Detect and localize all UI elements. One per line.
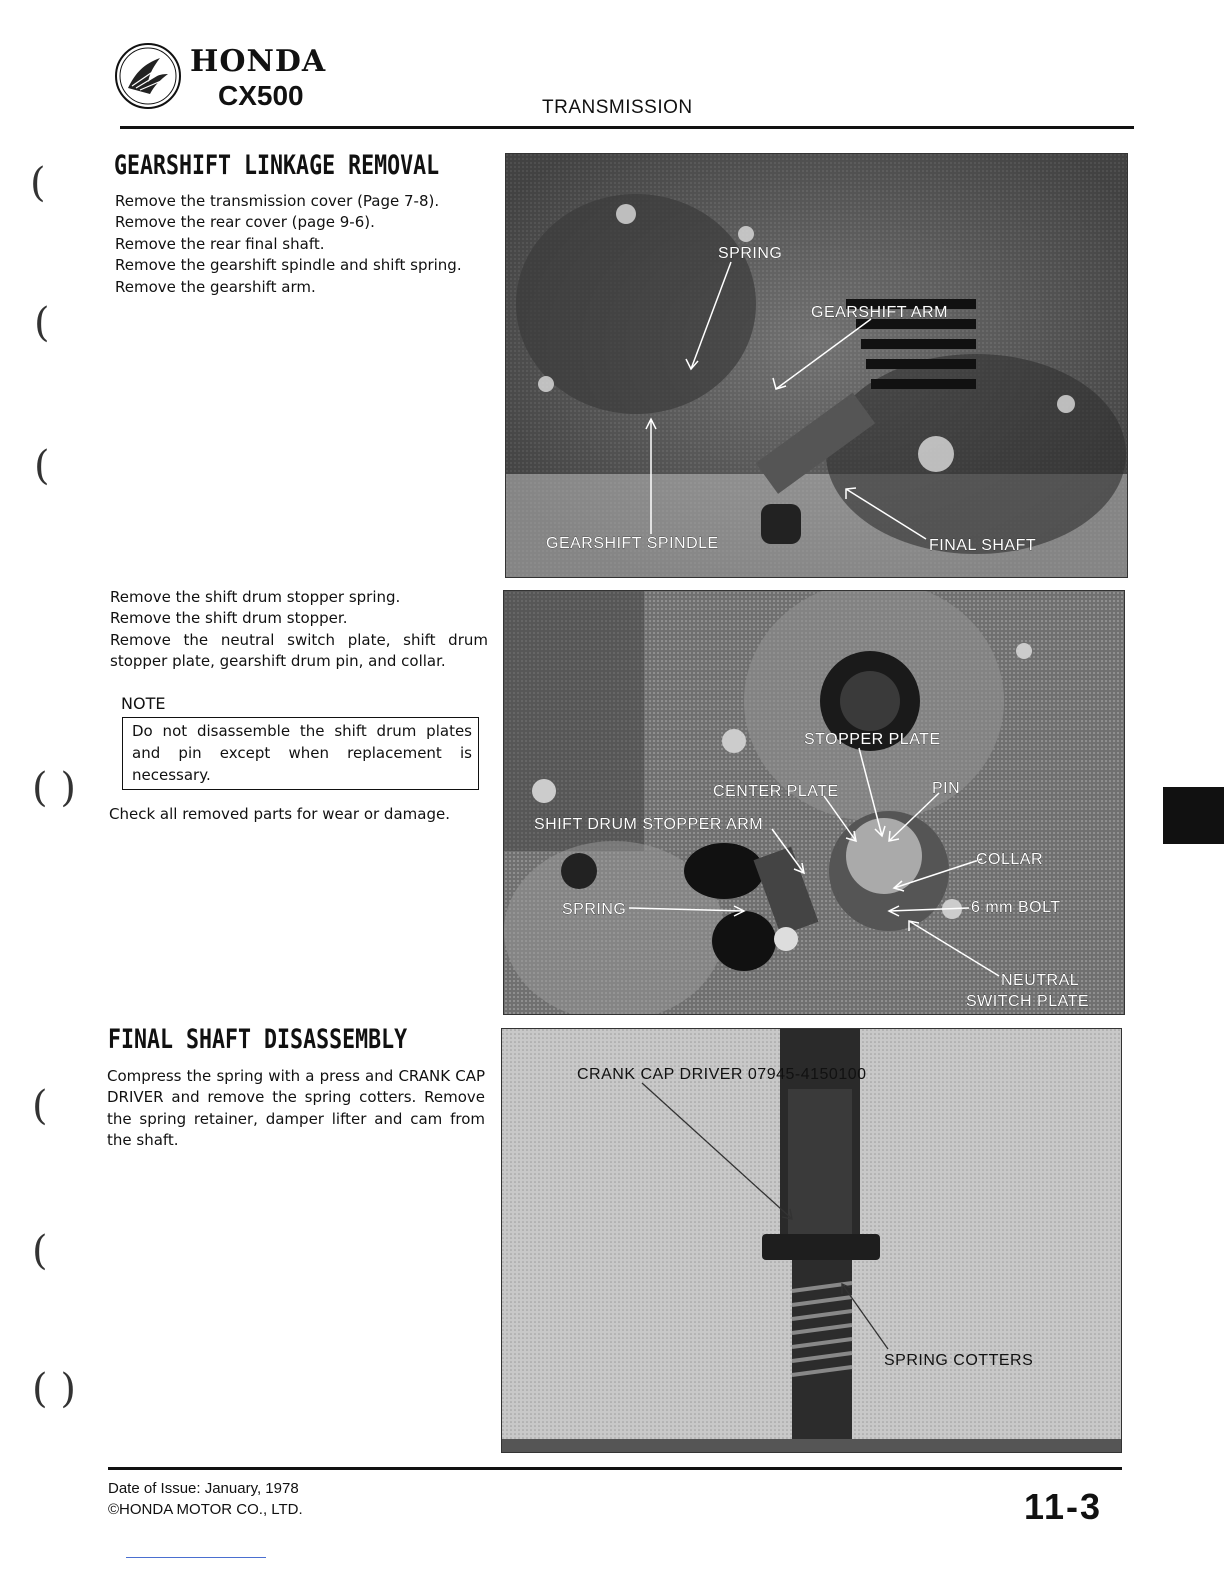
binder-hole-mark: ( — [34, 443, 50, 489]
binder-hole-mark: ( — [32, 1083, 48, 1129]
label-switch-plate: SWITCH PLATE — [966, 993, 1090, 1010]
label-6mm-bolt: 6 mm BOLT — [971, 899, 1061, 916]
page-number: 11-3 — [1024, 1486, 1103, 1527]
note-box: Do not disassemble the shift drum plates and pin except when replacement is necessary. — [122, 717, 479, 790]
footer-rule — [108, 1467, 1122, 1470]
final-shaft-heading: FINAL SHAFT DISASSEMBLY — [108, 1024, 408, 1055]
link-underline — [126, 1557, 266, 1558]
label-gearshift-spindle: GEARSHIFT SPINDLE — [546, 535, 719, 552]
drum-steps: Remove the shift drum stopper spring. Remove the shift drum stopper. — [110, 588, 401, 628]
brand-name: HONDA — [190, 44, 327, 79]
section-title: TRANSMISSION — [542, 97, 693, 118]
final-shaft-photo — [501, 1028, 1122, 1453]
label-collar: COLLAR — [976, 851, 1044, 868]
label-crank-cap-driver: CRANK CAP DRIVER 07945-4150100 — [577, 1066, 867, 1083]
gearshift-photo — [505, 153, 1128, 578]
binder-hole-mark: ( — [34, 300, 50, 346]
label-stopper-plate: STOPPER PLATE — [804, 731, 941, 748]
drum-step-neutral: Remove the neutral switch plate, shift drum stopper plate, gearshift drum pin, and collar. — [110, 631, 488, 671]
binder-hole-mark: ( ) — [32, 1366, 76, 1412]
binder-hole-mark: ( — [30, 160, 46, 206]
header-rule — [120, 126, 1134, 129]
binder-hole-mark: ( — [32, 1228, 48, 1274]
section-tab-marker — [1163, 787, 1224, 844]
note-label: NOTE — [121, 694, 166, 713]
label-spring-cotters: SPRING COTTERS — [884, 1352, 1034, 1369]
binder-hole-mark: ( ) — [32, 765, 76, 811]
label-pin: PIN — [932, 780, 961, 797]
model-name: CX500 — [218, 80, 304, 111]
shift-drum-photo — [503, 590, 1125, 1015]
label-final-shaft: FINAL SHAFT — [929, 537, 1037, 554]
label-spring: SPRING — [718, 245, 783, 262]
gearshift-steps: Remove the transmission cover (Page 7-8). Remove the rear cover (page 9-6). Remove the rear final shaft. Remove the gearshift spindle and shift spring. Remove the gearshift arm. — [115, 192, 462, 296]
label-neutral: NEUTRAL — [1001, 972, 1080, 989]
label-gearshift-arm: GEARSHIFT ARM — [811, 304, 948, 321]
gearshift-heading: GEARSHIFT LINKAGE REMOVAL — [114, 150, 440, 181]
issue-date: Date of Issue: January, 1978 ©HONDA MOTOR CO., LTD. — [108, 1480, 303, 1518]
label-center-plate: CENTER PLATE — [713, 783, 839, 800]
label-spring-2: SPRING — [562, 901, 627, 918]
final-shaft-steps: Compress the spring with a press and CRANK CAP DRIVER and remove the spring cotters. Remove the spring retainer, damper lifter and cam from the shaft. — [107, 1067, 485, 1150]
check-text: Check all removed parts for wear or damage. — [109, 805, 450, 823]
label-stopper-arm: SHIFT DRUM STOPPER ARM — [534, 816, 764, 833]
honda-wing-logo — [114, 42, 182, 110]
